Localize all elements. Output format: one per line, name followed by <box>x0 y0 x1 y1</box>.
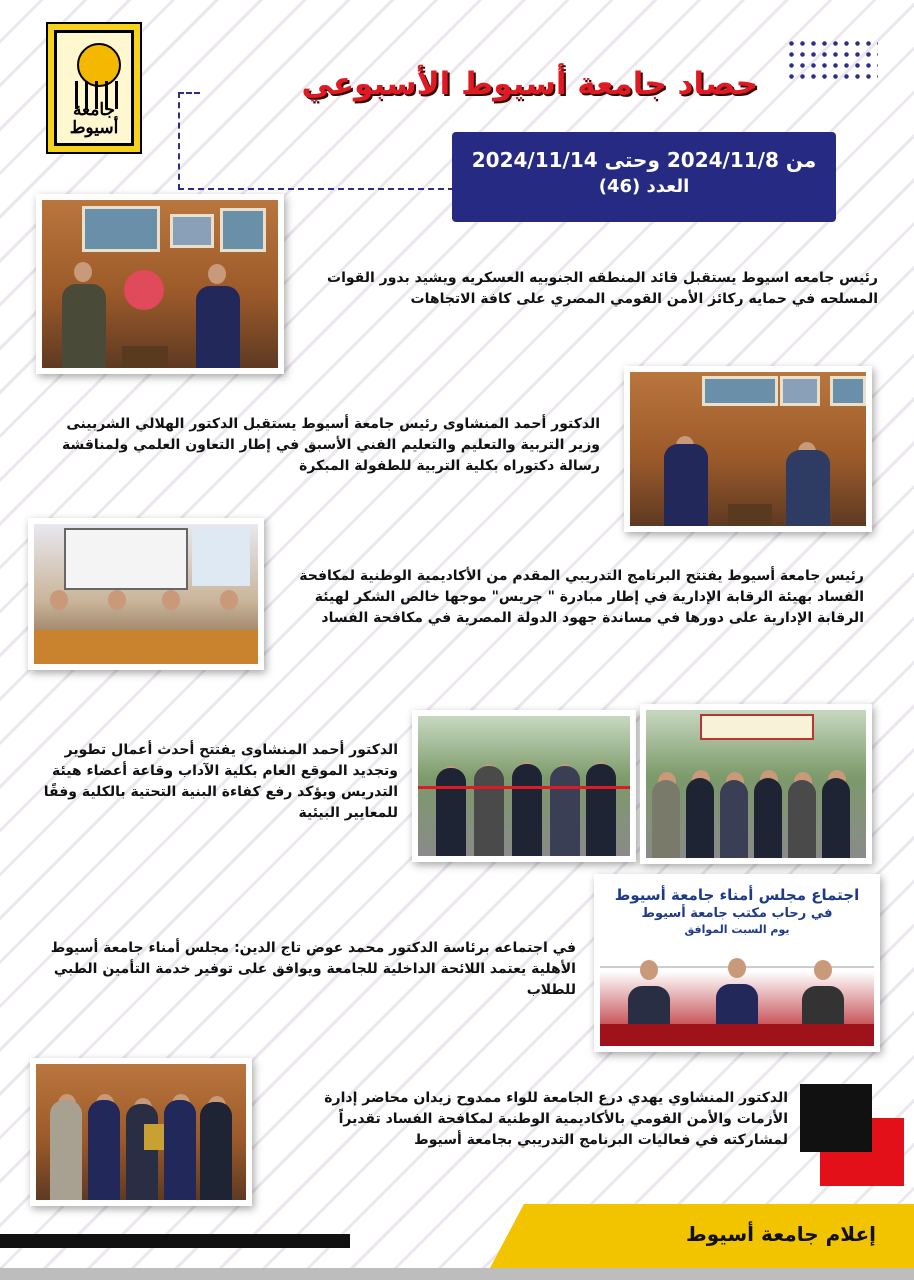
dashed-connector <box>178 92 200 190</box>
news-photo-5 <box>594 874 880 1052</box>
news-photo-4a <box>412 710 636 862</box>
footer-black-line <box>0 1234 350 1248</box>
dashed-connector-bottom <box>178 188 454 190</box>
banner-title: اجتماع مجلس أمناء جامعة أسيوط <box>614 886 860 904</box>
news-caption-3: رئيس جامعة أسيوط يفتتح البرنامج التدريبي المقدم من الأكاديمية الوطنية لمكافحة الفساد بهيئة الرقابة الإدارية في إطار مبادرة " جريس" موجها خالص الشكر لهيئة الرقابة الإدارية على دورها في مساندة جهود الدولة المصرية في مكافحة الفساد <box>299 568 864 626</box>
bottom-grey-bar <box>0 1268 914 1280</box>
decorative-black-square <box>800 1084 872 1152</box>
news-photo-3 <box>28 518 264 670</box>
news-caption-2: الدكتور أحمد المنشاوى رئيس جامعة أسيوط يستقبل الدكتور الهلالي الشربينى وزير التربية والتعليم والتعليم الفني الأسبق في إطار التعاون العلمي ولمناقشة رسالة دكتوراه بكلية التربية للطفولة المبكرة <box>62 416 600 474</box>
page-title: حصاد جامعة أسيوط الأسبوعي <box>301 66 758 102</box>
issue-number: العدد (46) <box>598 176 690 197</box>
news-photo-4b <box>640 704 872 864</box>
logo-text: جامعة أسيوط <box>69 100 119 138</box>
news-photo-1 <box>36 194 284 374</box>
footer-text: إعلام جامعة أسيوط <box>685 1222 876 1246</box>
decorative-dots <box>786 38 878 84</box>
date-range: من 2024/11/8 وحتى 2024/11/14 <box>471 148 817 172</box>
university-logo <box>46 22 142 154</box>
news-caption-5: في اجتماعه برئاسة الدكتور محمد عوض تاج الدين: مجلس أمناء جامعة أسيوط الأهلية يعتمد اللائحة الداخلية للجامعة ويوافق على توفير خدمة التأمين الطبي للطلاب <box>50 940 576 998</box>
news-caption-6: الدكتور المنشاوي يهدي درع الجامعة للواء ممدوح زيدان محاضر إدارة الأزمات والأمن القومي بالأكاديمية الوطنية لمكافحة الفساد تقديراً لمشاركته في فعاليات البرنامج التدريبي بجامعة أسيوط <box>324 1090 788 1148</box>
news-caption-4: الدكتور أحمد المنشاوى يفتتح أحدث أعمال تطوير وتجديد الموقع العام بكلية الآداب وقاعة أعضاء هيئة التدريس ويؤكد رفع كفاءة البنية التحتية بالكلية وفقًا للمعايير البيئية <box>43 742 398 821</box>
banner-line-3: يوم السبت الموافق <box>684 923 790 936</box>
news-photo-6 <box>30 1058 252 1206</box>
date-box <box>452 132 836 222</box>
news-photo-2 <box>624 366 872 532</box>
banner-line-2: في رحاب مكتب جامعة أسيوط <box>641 906 833 921</box>
news-caption-1: رئيس جامعه اسيوط يستقبل قائد المنطقه الجنوبيه العسكريه ويشيد بدور القوات المسلحه في حمايه ركائز الأمن القومي المصري على كافة الاتجاهات <box>327 270 878 307</box>
